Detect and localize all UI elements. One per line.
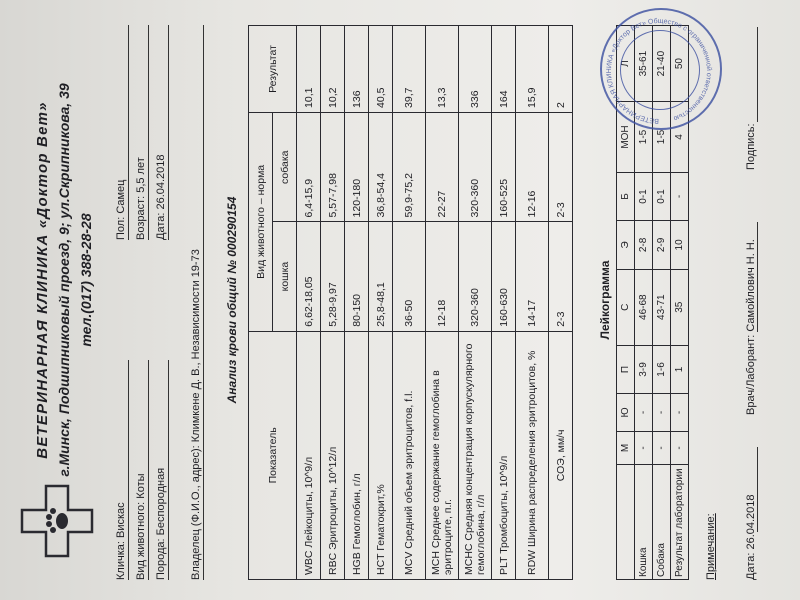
patient-age: Возраст: 5,5 лет	[135, 157, 147, 240]
patient-owner: Владелец (Ф.И.О., адрес): Климкене Д. В., Независимости 19-73	[190, 249, 202, 580]
table-row: MCH Среднее содержание гемоглобина в эритроците, п.г. 12-18 22-27 13,3	[426, 26, 459, 580]
blood-analysis-table	[248, 25, 573, 580]
col-result-header: Результат	[249, 26, 297, 113]
table-row: MCHC Средняя концентрация корпускулярного гемоглобина, г/л 320-360 320-360 336	[459, 26, 492, 580]
patient-species: Вид животного: Коты	[135, 473, 147, 580]
table-row: М Ю П С Э Б МОН Л	[617, 26, 635, 580]
table-row: СОЭ, мм/ч 2-3 2-3 2	[549, 26, 573, 580]
table-row: MCV Средний объем эритроцитов, f.l. 36-50 59,9-75,2 39,7	[393, 26, 426, 580]
table-row: RDW Ширина распределения эритроцитов, % 14-17 12-16 15,9	[516, 26, 549, 580]
svg-text:ВЕТЕРИНАРНАЯ КЛИНИКА «Доктор В	[606, 17, 713, 124]
clinic-phone: тел.(017) 388-28-28	[78, 213, 94, 347]
col-cat-header: кошка	[273, 222, 297, 331]
table-row: PLT Тромбоциты, 10^9/л 160-630 160-525 164	[492, 26, 516, 580]
table-row: Результат лаборатории - - 1 35 10 - 4 50	[671, 26, 689, 580]
note-label: Примечание:	[705, 513, 717, 580]
footer-date: Дата: 26.04.2018	[745, 494, 757, 580]
footer-doctor: Врач/Лаборант: Самойлович Н. Н.	[745, 239, 757, 415]
stamp-text: ВЕТЕРИНАРНАЯ КЛИНИКА «Доктор Вет» Общество с ограниченной ответственностью	[605, 17, 713, 125]
patient-nickname: Кличка: Вискас	[115, 502, 127, 580]
col-norm-header: Вид животного – норма	[249, 112, 273, 331]
table-row: HCT Гематокрит,% 25,8-48,1 36,8-54,4 40,5	[369, 26, 393, 580]
table-row: HGB Гемоглобин, г/л 80-150 120-180 136	[345, 26, 369, 580]
clinic-stamp	[600, 8, 722, 130]
col-dog-header: собака	[273, 112, 297, 221]
footer-signature: Подпись:	[745, 123, 757, 170]
table-row: Собака - - 1-6 43-71 2-9 0-1 1-5 21-40	[653, 26, 671, 580]
patient-breed: Порода: Беспородная	[155, 467, 167, 580]
analysis-title: Анализ крови общий № 000290154	[225, 196, 239, 404]
col-indicator-header: Показатель	[249, 331, 297, 579]
clinic-address: г.Минск, Подшипниковый проезд, 9; ул.Скрипникова, 39	[56, 83, 72, 477]
patient-sex: Пол: Самец	[115, 179, 127, 240]
leukogram-title: Лейкограмма	[598, 260, 612, 340]
table-row: Кошка - - 3-9 46-68 2-8 0-1 1-5 35-61	[635, 26, 653, 580]
table-row: RBC Эритроциты, 10^12/л 5,28-9,97 5,57-7,98 10,2	[321, 26, 345, 580]
report-date: Дата: 26.04.2018	[155, 154, 167, 240]
clinic-name: ВЕТЕРИНАРНАЯ КЛИНИКА «Доктор Вет»	[34, 101, 51, 459]
table-row: WBC Лейкоциты, 10^9/л 6,62-18,05 6,4-15,9 10,1	[297, 26, 321, 580]
